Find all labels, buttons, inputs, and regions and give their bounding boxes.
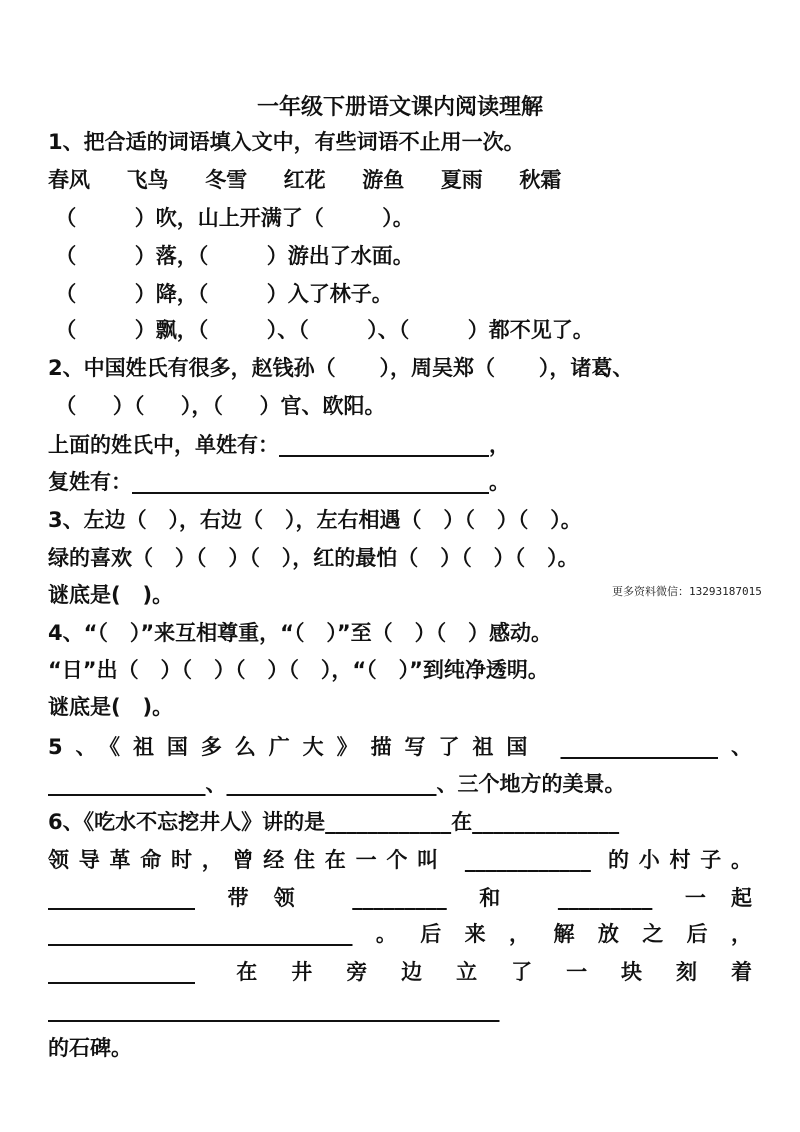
question-3-riddle: 3、左边（ ），右边（ ），左右相遇（ ）（ ）（ ）。 (48, 508, 582, 532)
question-3-riddle: 绿的喜欢（ ）（ ）（ ），红的最怕（ ）（ ）（ ）。 (48, 546, 579, 570)
question-4-riddle: 4、“（ ）”来互相尊重，“（ ）”至（ ）（ ）感动。 (48, 621, 553, 645)
question-5-text: 5、《祖国多么广大》描写了祖国 _______________、 (48, 735, 752, 759)
question-6-text: 的石碑。 (48, 1036, 132, 1060)
contact-note: 更多资料微信：13293187015 (612, 585, 762, 598)
riddle-answer-line: 谜底是( )。 (48, 695, 174, 719)
question-1-instruction: 1、把合适的词语填入文中，有些词语不止用一次。 (48, 130, 525, 154)
question-5-text: _______________、____________________、三个地方的美景。 (48, 772, 626, 796)
compound-surname-line: 复姓有：__________________________________。 (48, 470, 510, 494)
question-6-text: _____________________________。后来，解放之后， (48, 922, 752, 946)
question-6-text: ___________________________________________ (48, 998, 500, 1022)
question-6-text: ______________ 在井旁边立了一块刻着 (48, 960, 752, 984)
page-title: 一年级下册语文课内阅读理解 (256, 95, 543, 120)
question-6-text: 领导革命时，曾经住在一个叫 ____________ 的小村子。 (48, 848, 752, 872)
fill-blank-line: （ ）落，（ ）游出了水面。 (48, 244, 414, 268)
fill-blank-line: （ ）降，（ ）入了林子。 (48, 282, 393, 306)
single-surname-line: 上面的姓氏中，单姓有：____________________， (48, 433, 510, 457)
question-2-text: 2、中国姓氏有很多，赵钱孙（ ），周吴郑（ ），诸葛、 (48, 356, 634, 380)
riddle-answer-line: 谜底是( )。 (48, 583, 174, 607)
fill-blank-line: （ ）吹，山上开满了（ ）。 (48, 206, 414, 230)
word-bank: 春风 飞鸟 冬雪 红花 游鱼 夏雨 秋霜 (48, 168, 562, 192)
question-6-text: 6、《吃水不忘挖井人》讲的是____________在______________ (48, 810, 620, 834)
question-6-text: ______________ 带领 _________ 和 _________ 一起 (48, 886, 752, 910)
fill-blank-line: （ ）飘，（ ）、（ ）、（ ）都不见了。 (48, 318, 594, 342)
question-4-riddle: “日”出（ ）（ ）（ ）（ ），“（ ）”到纯净透明。 (48, 658, 549, 682)
question-2-text: （ ）（ ），（ ）官、欧阳。 (48, 394, 386, 418)
